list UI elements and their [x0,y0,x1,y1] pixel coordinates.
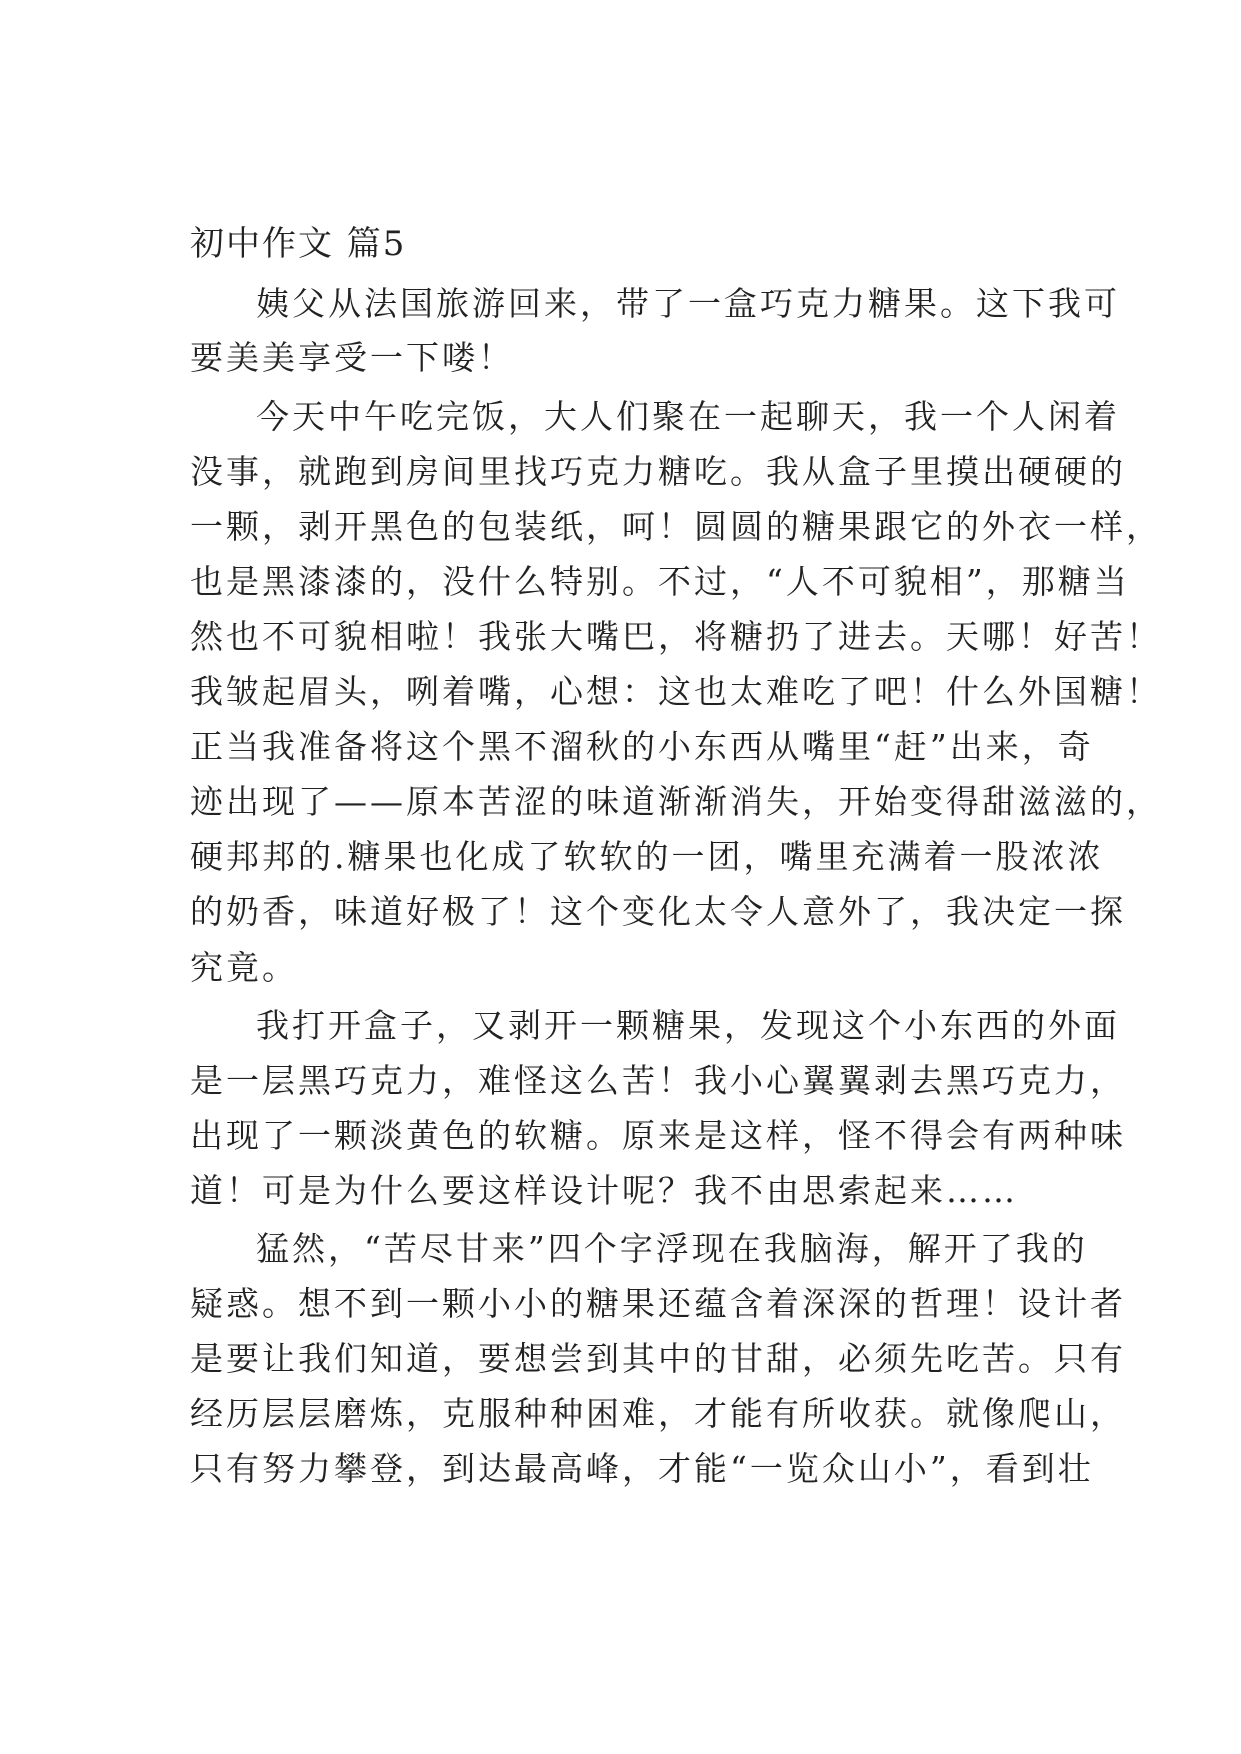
text-line: 经历层层磨炼，克服种种困难，才能有所收获。就像爬山， [190,1394,1126,1433]
text-line: 一颗，剥开黑色的包装纸，呵！圆圆的糖果跟它的外衣一样， [190,507,1162,546]
text-line: 姨父从法国旅游回来，带了一盒巧克力糖果。这下我可 [256,284,1120,323]
text-line: 道！可是为什么要这样设计呢？我不由思索起来…… [190,1171,1018,1210]
text-line: 只有努力攀登，到达最高峰，才能“一览众山小”，看到壮 [190,1449,1094,1488]
essay-heading: 初中作文 篇5 [190,224,407,264]
text-line: 我皱起眉头，咧着嘴，心想：这也太难吃了吧！什么外国糖！ [190,672,1162,711]
text-line: 没事，就跑到房间里找巧克力糖吃。我从盒子里摸出硬硬的 [190,452,1126,491]
text-line: 然也不可貌相啦！我张大嘴巴，将糖扔了进去。天哪！好苦！ [190,617,1162,656]
text-line: 出现了一颗淡黄色的软糖。原来是这样，怪不得会有两种味 [190,1116,1126,1155]
text-line: 是一层黑巧克力，难怪这么苦！我小心翼翼剥去黑巧克力， [190,1061,1126,1100]
text-line: 疑惑。想不到一颗小小的糖果还蕴含着深深的哲理！设计者 [190,1284,1126,1323]
text-line: 迹出现了——原本苦涩的味道渐渐消失，开始变得甜滋滋的， [190,782,1162,821]
text-line: 的奶香，味道好极了！这个变化太令人意外了，我决定一探 [190,892,1126,931]
text-line: 我打开盒子，又剥开一颗糖果，发现这个小东西的外面 [256,1006,1120,1045]
text-line: 也是黑漆漆的，没什么特别。不过，“人不可貌相”，那糖当 [190,562,1130,601]
text-line: 要美美享受一下喽！ [190,338,514,377]
text-line: 究竟。 [190,948,298,987]
text-line: 是要让我们知道，要想尝到其中的甘甜，必须先吃苦。只有 [190,1339,1126,1378]
text-line: 硬邦邦的.糖果也化成了软软的一团，嘴里充满着一股浓浓 [190,837,1104,876]
text-line: 正当我准备将这个黑不溜秋的小东西从嘴里“赶”出来，奇 [190,727,1094,766]
text-line: 今天中午吃完饭，大人们聚在一起聊天，我一个人闲着 [256,397,1120,436]
text-line: 猛然，“苦尽甘来”四个字浮现在我脑海，解开了我的 [256,1229,1088,1268]
